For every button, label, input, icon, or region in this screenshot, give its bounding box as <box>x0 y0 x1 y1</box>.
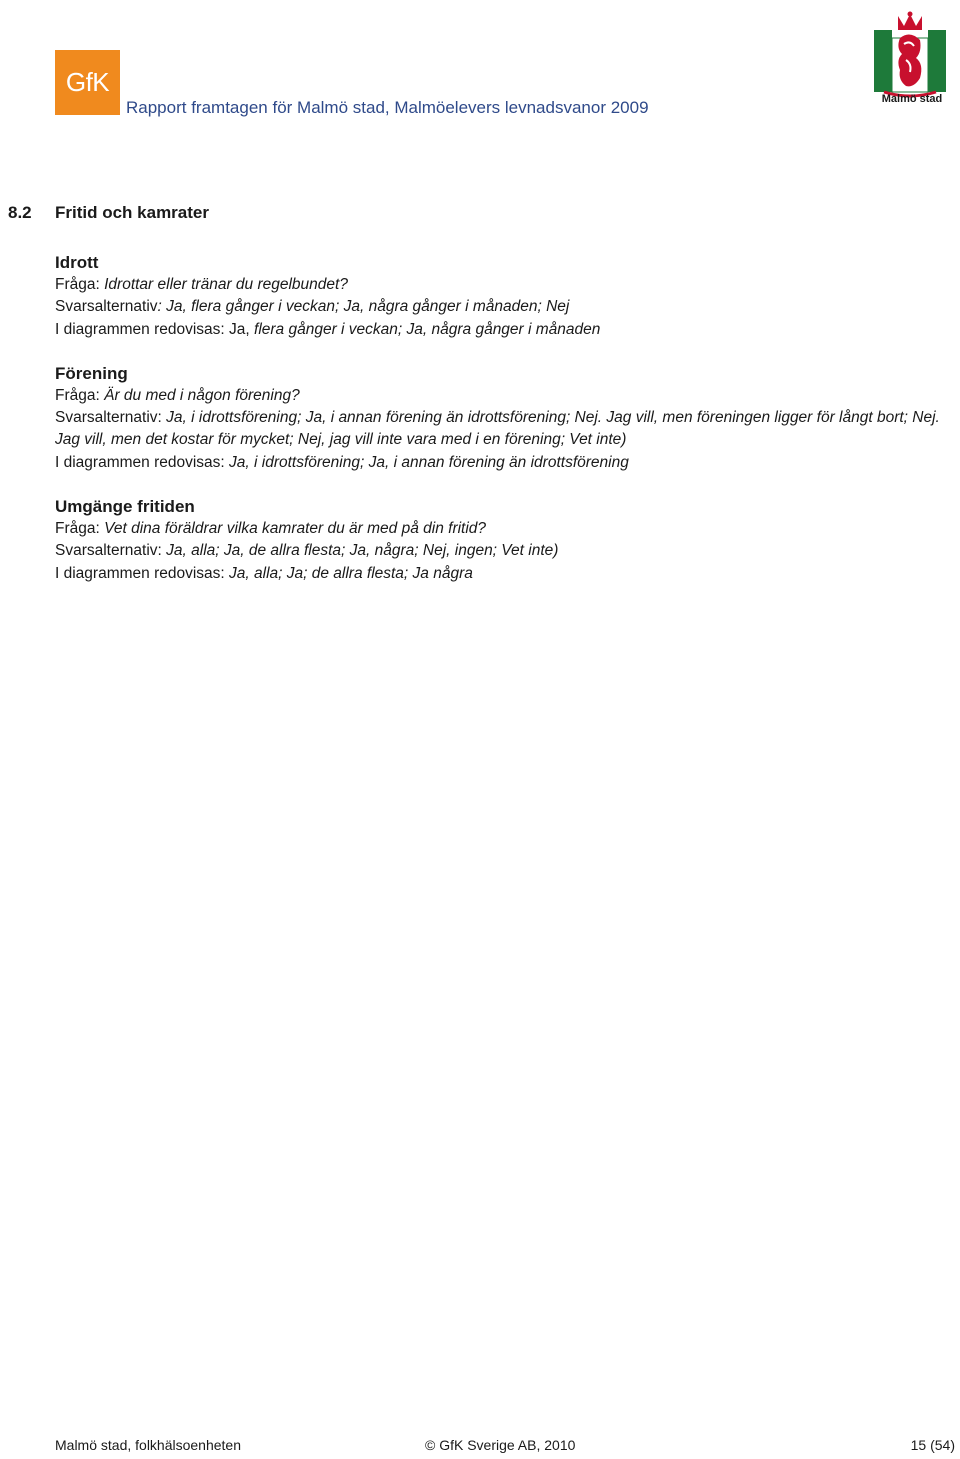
section-content <box>55 252 960 585</box>
question-label: Fråga: <box>55 276 105 293</box>
block-heading-umgange: Umgänge fritiden <box>55 497 195 517</box>
answers-label: Svarsalternativ: <box>55 542 167 560</box>
spacer <box>55 341 960 363</box>
answers-label: Svarsalternativ: <box>55 409 167 427</box>
question-umgange <box>55 518 960 540</box>
section-title: Fritid och kamrater <box>55 203 209 222</box>
diagram-label: I diagrammen redovisas: <box>55 453 230 471</box>
answers-text: Ja, i idrottsförening; Ja, i annan förening än idrottsförening; Nej. Jag vill, men föreningen ligger för långt bort; Nej. Jag vill, men det kostar för mycket; Nej, jag vill inte vara med i en förening; Vet inte) <box>55 409 940 449</box>
question-text: Är du med i någon förening? <box>104 386 300 404</box>
footer-copyright: © GfK Sverige AB, 2010 <box>425 1437 576 1453</box>
gfk-logo-text: GfK <box>65 67 110 97</box>
malmo-stad-crest <box>870 8 950 110</box>
question-text: Vet dina föräldrar vilka kamrater du är med på din fritid? <box>104 520 487 538</box>
footer-organization: Malmö stad, folkhälsoenheten <box>55 1437 241 1453</box>
diagram-text: Ja, i idrottsförening; Ja, i annan förening än idrottsförening <box>229 453 629 471</box>
block-heading-idrott: Idrott <box>55 253 99 272</box>
answers-text: : Ja, flera gånger i veckan; Ja, några gånger i månaden; Nej <box>157 298 570 316</box>
answers-forening <box>55 407 960 452</box>
diagram-note-forening <box>55 452 960 474</box>
diagram-label: I diagrammen redovisas: <box>55 564 230 582</box>
page-number: 15 (54) <box>910 1437 955 1453</box>
question-label: Fråga: <box>55 386 105 404</box>
diagram-text: Ja, alla; Ja; de allra flesta; Ja några <box>229 564 473 582</box>
question-label: Fråga: <box>55 520 105 538</box>
answers-text: Ja, alla; Ja, de allra flesta; Ja, några; Nej, ingen; Vet inte) <box>166 542 559 560</box>
section-number: 8.2 <box>8 203 32 222</box>
diagram-note-idrott <box>55 319 960 341</box>
answers-idrott <box>55 296 960 318</box>
gfk-logo <box>55 50 120 115</box>
diagram-text: flera gånger i veckan; Ja, några gånger i månaden <box>254 320 601 338</box>
answers-label: Svarsalternativ <box>55 298 158 316</box>
question-idrott <box>55 274 960 296</box>
report-title: Rapport framtagen för Malmö stad, Malmöelevers levnadsvanor 2009 <box>126 98 649 117</box>
question-text: Idrottar eller tränar du regelbundet? <box>104 276 348 293</box>
spacer <box>55 474 960 496</box>
question-forening <box>55 385 960 407</box>
answers-umgange <box>55 540 960 562</box>
crest-caption: Malmö stad <box>881 93 943 105</box>
block-heading-forening: Förening <box>55 363 128 383</box>
diagram-label: I diagrammen redovisas: Ja, <box>55 320 255 338</box>
diagram-note-umgange <box>55 563 960 585</box>
